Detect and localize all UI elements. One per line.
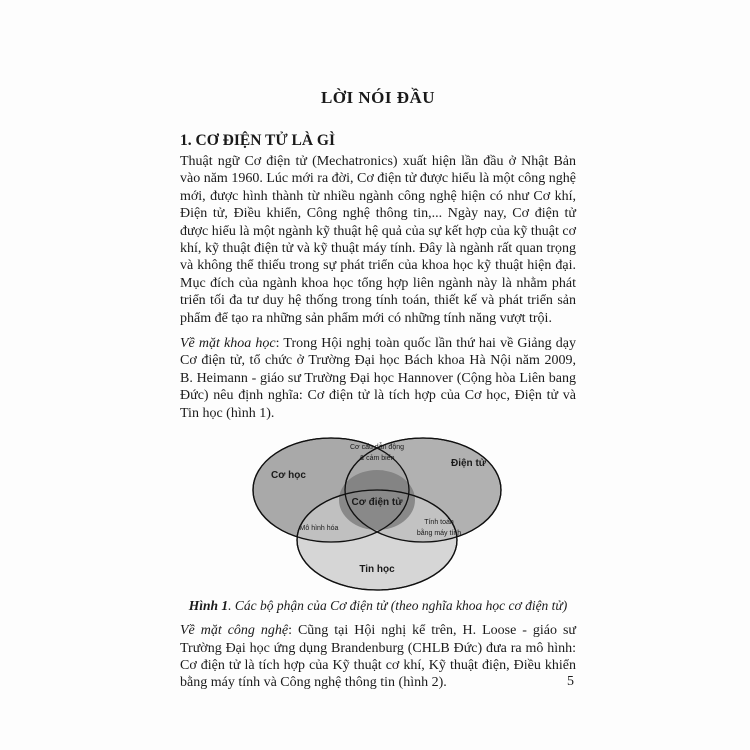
section-heading: 1. CƠ ĐIỆN TỬ LÀ GÌ (180, 132, 336, 149)
paragraph-technology (180, 622, 576, 692)
label-tinh-toan-2: bằng máy tính (416, 530, 462, 538)
caption-label: Hình 1 (188, 598, 229, 614)
paragraph-intro: Thuật ngữ Cơ điện tử (Mechatronics) xuất hiện lần đầu ở Nhật Bản vào năm 1960. Lúc mới ra đời, Cơ điện tử được hiểu là một công nghệ mới, được hình thành từ nhiều ngành công nghệ hiện có như Cơ khí, Điện tử, Điều khiển, Công nghệ thông tin,... Ngày nay, Cơ điện tử được hiểu là một ngành kỹ thuật hệ quả của sự kết hợp của kỹ thuật cơ khí, kỹ thuật điện tử và kỹ thuật máy tính. Đây là ngành rất quan trọng và không thể thiếu trong sự phát triển của khoa học kỹ thuật hiện đại. Mục đích của ngành khoa học tổng hợp liên ngành này là nhằm phát triển tối đa tư duy hệ thống trong tính toán, thiết kế và phát triển sản phẩm để tạo ra những sản phẩm mới có những tính năng vượt trội. (180, 154, 576, 326)
paragraph-science (180, 335, 576, 422)
caption-text: . Các bộ phận của Cơ điện tử (theo nghĩa khoa học cơ điện tử) (228, 598, 568, 614)
paragraph-text: : Trong Hội nghị toàn quốc lần thứ hai về Giảng dạy Cơ điện tử, tổ chức ở Trường Đại học Bách khoa Hà Nội năm 2009, B. Heimann - giáo sư Trường Đại học Hannover (Cộng hòa Liên bang Đức) nêu định nghĩa: Cơ điện tử là tích hợp của Cơ học, Điện tử và Tin học (hình 1). (180, 336, 576, 421)
page-title: LỜI NÓI ĐẦU (320, 88, 436, 107)
label-co-dien-tu: Cơ điện tử (351, 497, 403, 509)
label-co-cau-2: & cảm biến (359, 455, 395, 463)
label-mo-hinh-hoa: Mô hình hóa (299, 525, 339, 533)
label-co-cau-1: Cơ cấu dẫn động (349, 444, 405, 452)
lead-label: Về mặt công nghệ (180, 623, 289, 639)
figure-caption (140, 597, 616, 614)
page-number: 5 (567, 674, 574, 689)
venn-diagram (243, 430, 513, 595)
label-co-hoc: Cơ học (271, 470, 306, 482)
paragraph-text: : Cũng tại Hội nghị kể trên, H. Loose - giáo sư Trường Đại học ứng dụng Brandenburg (CHLB Đức) đưa ra mô hình: Cơ điện tử là tích hợp của Kỹ thuật cơ khí, Kỹ thuật điện, Điều khiển bằng máy tính và Công nghệ thông tin (hình 2). (180, 623, 576, 691)
label-tinh-toan-1: Tính toán (424, 519, 454, 527)
label-dien-tu: Điện tử (451, 458, 487, 470)
text-column (180, 88, 576, 700)
lead-label: Về mặt khoa học (180, 336, 276, 352)
label-tin-hoc: Tin học (359, 564, 395, 576)
